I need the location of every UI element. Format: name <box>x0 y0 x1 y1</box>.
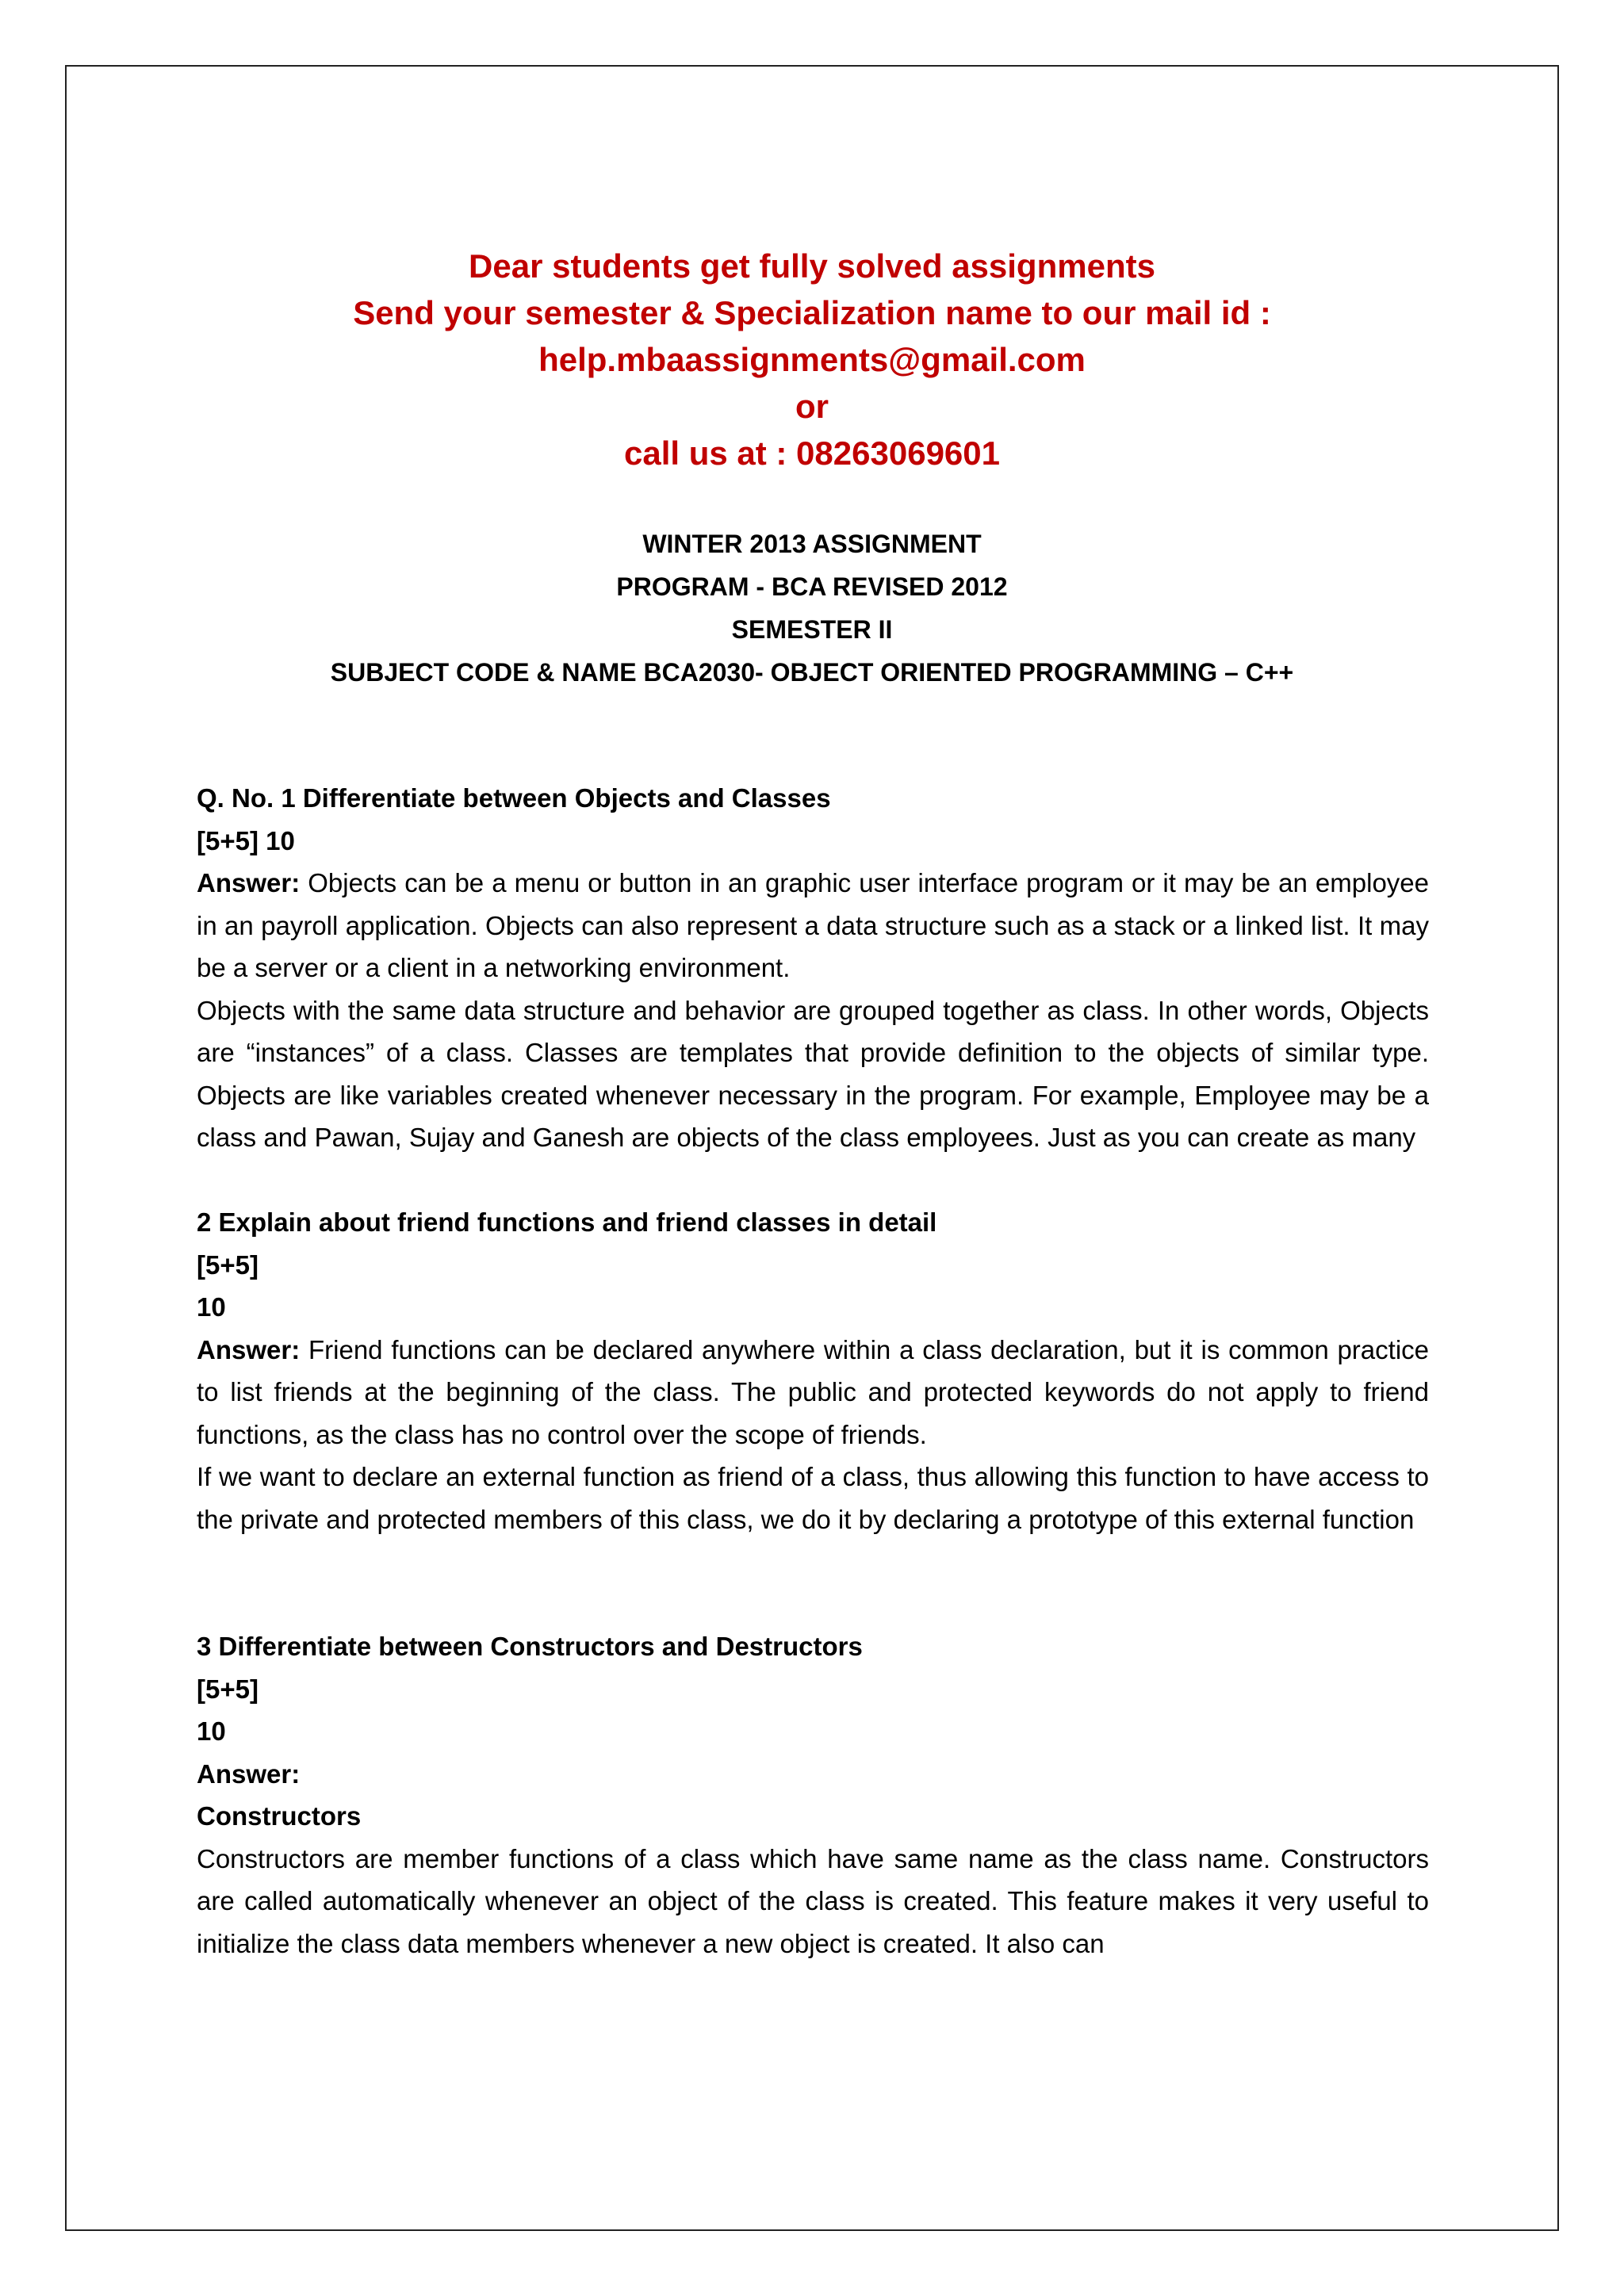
question-2-title: 2 Explain about friend functions and friend classes in detail <box>197 1207 937 1237</box>
question-1-answer-paragraph-2: Objects with the same data structure and behavior are grouped together as class. In other words, Objects are “instances” of a class. Classes are templates that provide definition to the objects of similar type. Objects are like variables created whenever necessary in the program. For example, Employee may be a class and Pawan, Sujay and Ganesh are objects of the class employees. Just as you can create as many <box>197 995 1429 1152</box>
heading-program: PROGRAM - BCA REVISED 2012 <box>616 572 1008 601</box>
heading-session: WINTER 2013 ASSIGNMENT <box>642 530 982 558</box>
promo-phone: call us at : 08263069601 <box>623 434 1001 472</box>
promo-line-2: Send your semester & Specialization name to our mail id : <box>353 294 1271 331</box>
spacer <box>197 1540 1429 1625</box>
question-1-title: Q. No. 1 Differentiate between Objects and Classes <box>197 783 831 813</box>
question-3-answer-paragraph: Constructors are member functions of a class which have same name as the class name. Constructors are called automatically whenever an object of the class is created. This feature makes it very useful to initialize the class data members whenever a new object is created. It also can <box>197 1843 1429 1958</box>
promo-block <box>65 243 1559 476</box>
spacer <box>197 1159 1429 1202</box>
assignment-heading <box>65 522 1559 694</box>
heading-subject: SUBJECT CODE & NAME BCA2030- OBJECT ORIENTED PROGRAMMING – C++ <box>330 658 1294 687</box>
answer-label: Answer: <box>197 1334 301 1364</box>
question-3-title: 3 Differentiate between Constructors and Destructors <box>197 1632 863 1661</box>
question-2-answer <box>197 1329 1429 1456</box>
answer-text: Friend functions can be declared anywhere within a class declaration, but it is common practice to list friends at the beginning of the class. The public and protected keywords do not apply to friend functions, as the class has no control over the scope of friends. <box>197 1334 1429 1449</box>
document-body <box>197 777 1429 1965</box>
heading-semester: SEMESTER II <box>731 615 893 644</box>
question-2-marks: [5+5] <box>197 1249 259 1280</box>
promo-email: help.mbaassignments@gmail.com <box>538 341 1086 378</box>
question-3-marks-total: 10 <box>197 1716 226 1746</box>
question-3-marks: [5+5] <box>197 1674 259 1704</box>
question-2-answer-paragraph-2: If we want to declare an external function as friend of a class, thus allowing this function to have access to the private and protected members of this class, we do it by declaring a prototype of this external function <box>197 1462 1429 1534</box>
promo-or: or <box>795 388 829 425</box>
promo-line-1: Dear students get fully solved assignments <box>469 247 1155 285</box>
question-3-subheading: Constructors <box>197 1801 362 1831</box>
question-3-answer-label: Answer: <box>197 1758 301 1789</box>
question-2-marks-total: 10 <box>197 1292 226 1322</box>
question-1-answer <box>197 862 1429 989</box>
question-1-marks: [5+5] 10 <box>197 825 295 855</box>
answer-text: Objects can be a menu or button in an graphic user interface program or it may be an employee in an payroll application. Objects can also represent a data structure such as a stack or a linked list. It may be a server or a client in a networking environment. <box>197 868 1430 982</box>
answer-label: Answer: <box>197 868 301 897</box>
